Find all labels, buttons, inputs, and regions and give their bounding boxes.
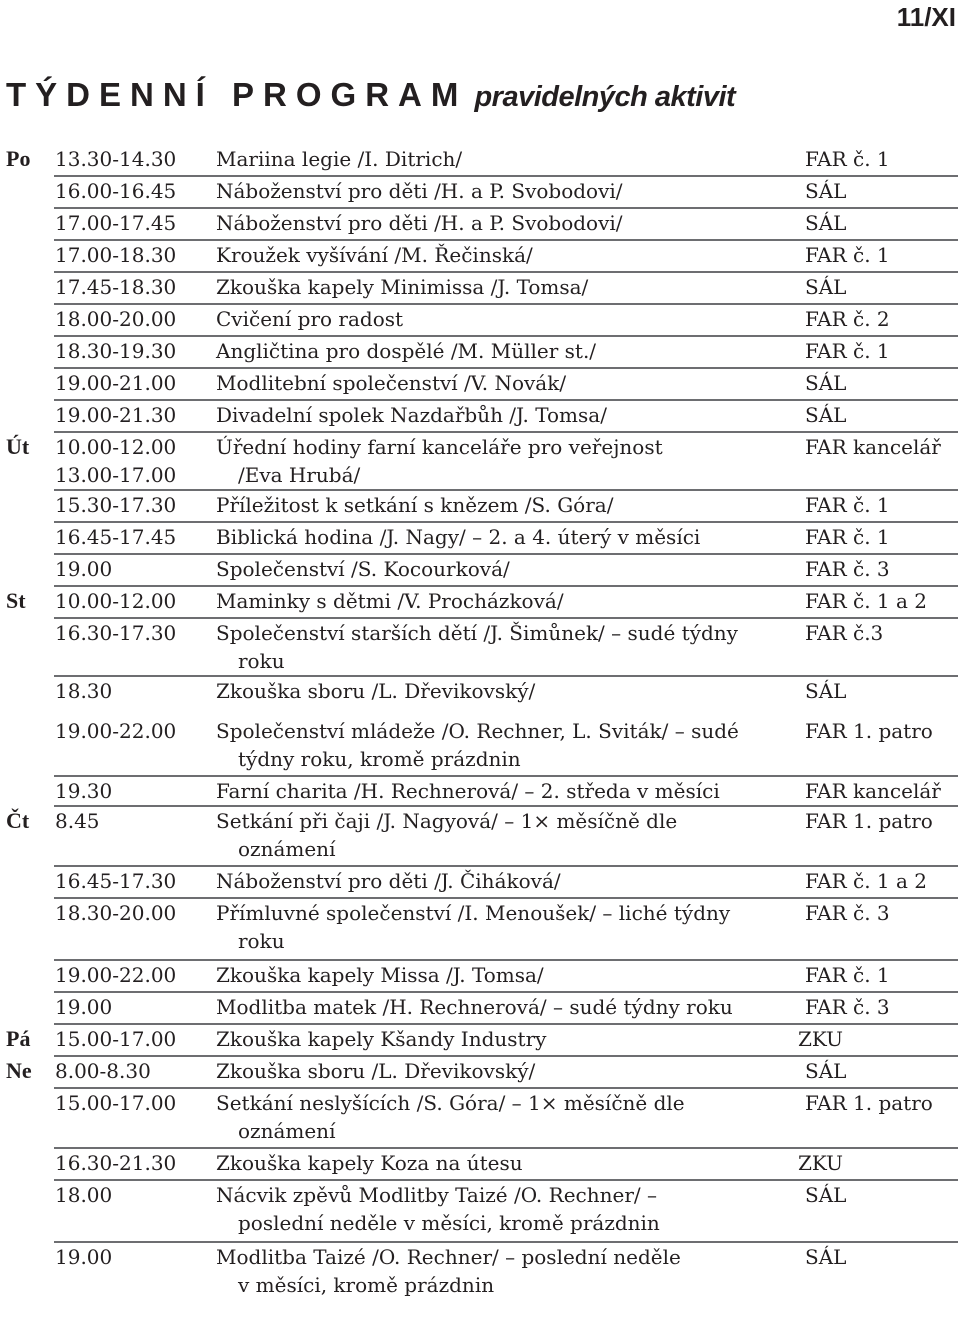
place-cell: SÁL	[805, 1245, 847, 1269]
schedule-row	[0, 273, 960, 305]
day-label: Po	[6, 146, 31, 171]
activity-cell: Zkouška sboru /L. Dřevikovský/	[216, 679, 536, 703]
place-cell: FAR č. 1 a 2	[805, 589, 928, 613]
place-cell: ZKU	[798, 1027, 843, 1051]
place-cell: FAR č. 1	[805, 339, 890, 363]
activity-cell: Modlitba matek /H. Rechnerová/ – sudé týdny roku	[216, 995, 733, 1019]
heading-title: TÝDENNÍ PROGRAM	[6, 76, 468, 113]
place-cell: FAR 1. patro	[805, 719, 933, 743]
place-cell: FAR č. 1 a 2	[805, 869, 928, 893]
activity-cell: Náboženství pro děti /H. a P. Svobodovi/	[216, 211, 623, 235]
day-label: Pá	[6, 1026, 31, 1051]
time-cell: 16.30-17.30	[55, 621, 177, 645]
schedule-row	[0, 337, 960, 369]
place-cell: FAR kancelář	[805, 435, 941, 459]
place-cell: SÁL	[805, 403, 847, 427]
place-cell: SÁL	[805, 275, 847, 299]
time-cell: 13.30-14.30	[55, 147, 177, 171]
time-cell: 10.00-12.00	[55, 589, 177, 613]
schedule-row	[0, 961, 960, 993]
schedule-row	[0, 209, 960, 241]
schedule-row	[0, 491, 960, 523]
schedule-row	[0, 1025, 960, 1057]
schedule-row	[0, 523, 960, 555]
schedule-row	[0, 555, 960, 587]
place-cell: FAR č. 1	[805, 963, 890, 987]
schedule-row	[0, 993, 960, 1025]
place-cell: FAR č. 1	[805, 525, 890, 549]
activity-cell: Náboženství pro děti /J. Čiháková/	[216, 869, 561, 893]
activity-cell: Společenství starších dětí /J. Šimůnek/ – sudé týdny	[216, 621, 738, 645]
time-cell: 19.00	[55, 995, 113, 1019]
activity-cell: Cvičení pro radost	[216, 307, 404, 331]
activity-cell-continued: v měsíci, kromě prázdnin	[238, 1273, 495, 1297]
schedule-row	[0, 369, 960, 401]
activity-cell: Divadelní spolek Nazdařbůh /J. Tomsa/	[216, 403, 607, 427]
activity-cell: Mariina legie /I. Ditrich/	[216, 147, 463, 171]
day-label: St	[6, 588, 26, 613]
time-cell: 19.00	[55, 557, 113, 581]
activity-cell: Příležitost k setkání s knězem /S. Góra/	[216, 493, 614, 517]
time-cell: 19.30	[55, 779, 113, 803]
place-cell: FAR č.3	[805, 621, 884, 645]
place-cell: ZKU	[798, 1151, 843, 1175]
time-cell: 17.00-17.45	[55, 211, 177, 235]
activity-cell: Nácvik zpěvů Modlitby Taizé /O. Rechner/ –	[216, 1183, 657, 1207]
time-cell: 15.00-17.00	[55, 1027, 177, 1051]
time-cell: 18.30	[55, 679, 113, 703]
schedule-row	[0, 619, 960, 677]
schedule-row	[0, 177, 960, 209]
activity-cell: Zkouška kapely Kšandy Industry	[216, 1027, 547, 1051]
time-cell: 18.30-19.30	[55, 339, 177, 363]
schedule-row	[0, 305, 960, 337]
schedule-row	[0, 1089, 960, 1149]
activity-cell-continued: týdny roku, kromě prázdnin	[238, 747, 521, 771]
activity-cell: Úřední hodiny farní kanceláře pro veřejnost	[216, 435, 663, 459]
schedule-row	[0, 433, 960, 491]
time-cell: 15.00-17.00	[55, 1091, 177, 1115]
time-cell: 17.00-18.30	[55, 243, 177, 267]
place-cell: FAR č. 1	[805, 493, 890, 517]
page-number: 11/XI	[896, 2, 956, 32]
time-cell: 15.30-17.30	[55, 493, 177, 517]
schedule-table	[0, 145, 960, 1301]
time-cell: 19.00-21.00	[55, 371, 177, 395]
place-cell: FAR č. 2	[805, 307, 890, 331]
place-cell: FAR č. 3	[805, 995, 890, 1019]
place-cell: FAR č. 3	[805, 557, 890, 581]
activity-cell: Biblická hodina /J. Nagy/ – 2. a 4. úterý v měsíci	[216, 525, 701, 549]
activity-cell: Zkouška kapely Missa /J. Tomsa/	[216, 963, 544, 987]
time-cell-secondary: 13.00-17.00	[55, 463, 177, 487]
place-cell: FAR č. 1	[805, 243, 890, 267]
activity-cell-continued: oznámení	[238, 1119, 336, 1143]
activity-cell: Setkání neslyšících /S. Góra/ – 1× měsíčně dle	[216, 1091, 685, 1115]
time-cell: 18.00	[55, 1183, 113, 1207]
schedule-row	[0, 145, 960, 177]
place-cell: SÁL	[805, 371, 847, 395]
activity-cell: Farní charita /H. Rechnerová/ – 2. středa v měsíci	[216, 779, 720, 803]
time-cell: 16.45-17.30	[55, 869, 177, 893]
schedule-row	[0, 899, 960, 961]
time-cell: 16.30-21.30	[55, 1151, 177, 1175]
time-cell: 18.30-20.00	[55, 901, 177, 925]
time-cell: 8.45	[55, 809, 100, 833]
schedule-row	[0, 401, 960, 433]
time-cell: 19.00-22.00	[55, 963, 177, 987]
time-cell: 16.00-16.45	[55, 179, 177, 203]
activity-cell: Společenství mládeže /O. Rechner, L. Sviták/ – sudé	[216, 719, 739, 743]
page-heading	[6, 76, 735, 114]
activity-cell: Náboženství pro děti /H. a P. Svobodovi/	[216, 179, 623, 203]
activity-cell-continued: roku	[238, 649, 285, 673]
activity-cell: Přímluvné společenství /I. Menoušek/ – liché týdny	[216, 901, 731, 925]
schedule-row	[0, 777, 960, 807]
place-cell: FAR 1. patro	[805, 809, 933, 833]
activity-cell-continued: /Eva Hrubá/	[238, 463, 361, 487]
place-cell: SÁL	[805, 1059, 847, 1083]
heading-subtitle: pravidelných aktivit	[474, 81, 736, 113]
activity-cell: Zkouška kapely Minimissa /J. Tomsa/	[216, 275, 589, 299]
time-cell: 10.00-12.00	[55, 435, 177, 459]
schedule-row	[0, 241, 960, 273]
activity-cell: Kroužek vyšívání /M. Řečinská/	[216, 243, 533, 267]
activity-cell: Angličtina pro dospělé /M. Müller st./	[216, 339, 597, 363]
time-cell: 19.00-22.00	[55, 719, 177, 743]
activity-cell: Zkouška sboru /L. Dřevikovský/	[216, 1059, 536, 1083]
activity-cell-continued: oznámení	[238, 837, 336, 861]
day-label: Ne	[6, 1058, 32, 1083]
schedule-row	[0, 717, 960, 777]
place-cell: SÁL	[805, 211, 847, 235]
activity-cell: Setkání při čaji /J. Nagyová/ – 1× měsíčně dle	[216, 809, 678, 833]
activity-cell: Maminky s dětmi /V. Procházková/	[216, 589, 564, 613]
schedule-row	[0, 807, 960, 867]
place-cell: SÁL	[805, 179, 847, 203]
place-cell: FAR 1. patro	[805, 1091, 933, 1115]
activity-cell: Společenství /S. Kocourková/	[216, 557, 510, 581]
schedule-row	[0, 587, 960, 619]
place-cell: FAR č. 3	[805, 901, 890, 925]
time-cell: 8.00-8.30	[55, 1059, 151, 1083]
activity-cell: Modlitba Taizé /O. Rechner/ – poslední neděle	[216, 1245, 681, 1269]
schedule-row	[0, 1243, 960, 1301]
time-cell: 19.00-21.30	[55, 403, 177, 427]
place-cell: FAR kancelář	[805, 779, 941, 803]
activity-cell: Modlitební společenství /V. Novák/	[216, 371, 567, 395]
place-cell: SÁL	[805, 1183, 847, 1207]
activity-cell-continued: poslední neděle v měsíci, kromě prázdnin	[238, 1211, 660, 1235]
schedule-row	[0, 677, 960, 717]
day-label: Čt	[6, 808, 30, 833]
place-cell: SÁL	[805, 679, 847, 703]
time-cell: 17.45-18.30	[55, 275, 177, 299]
activity-cell-continued: roku	[238, 929, 285, 953]
place-cell: FAR č. 1	[805, 147, 890, 171]
schedule-row	[0, 867, 960, 899]
schedule-row	[0, 1149, 960, 1181]
time-cell: 16.45-17.45	[55, 525, 177, 549]
day-label: Út	[6, 434, 30, 459]
activity-cell: Zkouška kapely Koza na útesu	[216, 1151, 523, 1175]
time-cell: 18.00-20.00	[55, 307, 177, 331]
time-cell: 19.00	[55, 1245, 113, 1269]
schedule-row	[0, 1181, 960, 1243]
schedule-row	[0, 1057, 960, 1089]
